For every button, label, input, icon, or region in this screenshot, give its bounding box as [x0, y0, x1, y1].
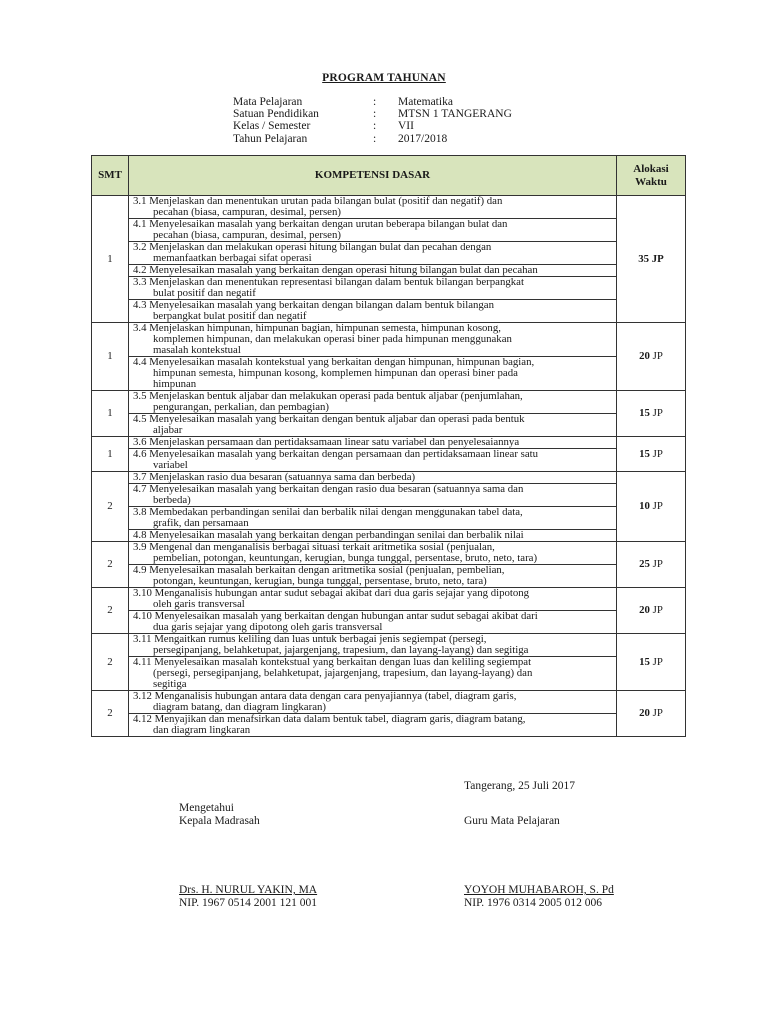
time-allocation-number: 25 — [639, 558, 650, 570]
competency-line: himpunan semesta, himpunan kosong, komplemen himpunan dan operasi biner pada — [153, 368, 518, 379]
time-allocation-unit: JP — [652, 407, 663, 419]
document-info — [233, 96, 598, 145]
time-allocation-number: 15 — [639, 447, 650, 460]
competency-item — [129, 242, 616, 265]
semester-cell: 2 — [92, 472, 129, 542]
competency-line: variabel — [153, 460, 188, 471]
time-allocation-number: 20 — [639, 707, 650, 719]
time-allocation-unit: JP — [652, 655, 663, 668]
header-kompetensi-dasar: KOMPETENSI DASAR — [129, 156, 617, 196]
competency-line: (persegi, persegipanjang, belahketupat, jajargenjang, trapesium, dan layang-layang) dan — [153, 668, 533, 679]
time-allocation-number: 20 — [639, 350, 650, 362]
competency-item — [129, 449, 616, 471]
competency-item — [129, 714, 616, 736]
principal-nip: NIP. 1967 0514 2001 121 001 — [179, 896, 318, 909]
competency-line: 4.3 Menyelesaikan masalah yang berkaitan dengan bilangan dalam bentuk bilangan — [133, 300, 494, 311]
competency-item — [129, 634, 616, 657]
table-row — [92, 691, 686, 737]
competency-line: 4.10 Menyelesaikan masalah yang berkaitan dengan hubungan antar sudut sebagai akibat dari — [133, 611, 538, 622]
competency-cell — [129, 323, 617, 391]
competency-item — [129, 300, 616, 322]
time-allocation-unit: JP — [652, 447, 663, 460]
time-allocation-cell — [617, 691, 686, 737]
competency-item — [129, 565, 616, 587]
competency-line: aljabar — [153, 425, 183, 436]
competency-item — [129, 691, 616, 714]
competency-item — [129, 414, 616, 436]
info-row — [233, 108, 598, 120]
table-row — [92, 588, 686, 634]
table-row — [92, 437, 686, 472]
semester-cell: 2 — [92, 588, 129, 634]
semester-cell: 1 — [92, 391, 129, 437]
header-alokasi-waktu: Alokasi Waktu — [617, 156, 686, 196]
competency-item — [129, 196, 616, 219]
competency-item — [129, 484, 616, 507]
competency-line: memanfaatkan berbagai sifat operasi — [153, 253, 312, 264]
time-allocation-number: 10 — [639, 500, 650, 512]
header-smt: SMT — [92, 156, 129, 196]
competency-line: 3.2 Menjelaskan dan melakukan operasi hitung bilangan bulat dan pecahan dengan — [133, 242, 492, 253]
table-row — [92, 323, 686, 391]
competency-cell — [129, 437, 617, 472]
page-title: PROGRAM TAHUNAN — [322, 72, 446, 84]
competency-line: 4.2 Menyelesaikan masalah yang berkaitan dengan operasi hitung bilangan bulat dan pecahan — [133, 265, 538, 276]
competency-line: 4.7 Menyelesaikan masalah yang berkaitan dengan rasio dua besaran (satuannya sama dan — [133, 484, 524, 495]
time-allocation-cell — [617, 588, 686, 634]
competency-line: 3.3 Menjelaskan dan menentukan representasi bilangan dalam bentuk bilangan berpangkat — [133, 277, 524, 288]
signature-date: Tangerang, 25 Juli 2017 — [464, 780, 575, 792]
time-allocation-unit: JP — [651, 252, 664, 265]
competency-item — [129, 472, 616, 484]
competency-line: 4.4 Menyelesaikan masalah kontekstual yang berkaitan dengan himpunan, himpunan bagian, — [133, 357, 535, 368]
info-separator: : — [373, 108, 377, 121]
competency-item — [129, 437, 616, 449]
info-label: Kelas / Semester — [233, 120, 311, 133]
competency-item — [129, 611, 616, 633]
competency-item — [129, 657, 616, 690]
table-header-row — [92, 156, 686, 196]
semester-cell: 2 — [92, 542, 129, 588]
time-allocation-cell — [617, 472, 686, 542]
competency-line: 3.5 Menjelaskan bentuk aljabar dan melakukan operasi pada bentuk aljabar (penjumlahan, — [133, 391, 523, 402]
competency-line: diagram batang, dan diagram lingkaran) — [153, 702, 326, 713]
competency-line: 3.10 Menganalisis hubungan antar sudut sebagai akibat dari dua garis sejajar yang dipotong — [133, 588, 530, 599]
time-allocation-number: 35 — [638, 252, 650, 265]
teacher-name: YOYOH MUHABAROH, S. Pd — [464, 884, 614, 896]
competency-line: pengurangan, perkalian, dan pembagian) — [153, 402, 329, 413]
info-label: Satuan Pendidikan — [233, 108, 319, 121]
competency-line: 3.11 Mengaitkan rumus keliling dan luas untuk berbagai jenis segiempat (persegi, — [133, 634, 487, 645]
competency-cell — [129, 196, 617, 323]
info-separator: : — [373, 96, 377, 108]
info-row — [233, 96, 598, 108]
competency-line: 4.1 Menyelesaikan masalah yang berkaitan dengan urutan beberapa bilangan bulat dan — [133, 219, 508, 230]
competency-line: 3.9 Mengenal dan menganalisis berbagai situasi terkait aritmetika sosial (penjualan, — [133, 542, 495, 553]
competency-line: 3.6 Menjelaskan persamaan dan pertidaksamaan linear satu variabel dan penyelesaiannya — [133, 437, 520, 448]
time-allocation-unit: JP — [652, 350, 663, 362]
competency-item — [129, 357, 616, 390]
time-allocation-number: 15 — [639, 655, 650, 668]
info-separator: : — [373, 132, 377, 145]
competency-item — [129, 507, 616, 530]
competency-line: 3.8 Membedakan perbandingan senilai dan berbalik nilai dengan menggunakan tabel data, — [133, 507, 523, 518]
competency-line: berpangkat bulat positif dan negatif — [153, 311, 307, 322]
table-row — [92, 634, 686, 691]
info-separator: : — [373, 120, 377, 133]
semester-cell: 2 — [92, 691, 129, 737]
principal-signature — [179, 884, 317, 909]
competency-cell — [129, 391, 617, 437]
competency-cell — [129, 588, 617, 634]
time-allocation-cell — [617, 391, 686, 437]
competency-line: komplemen himpunan, dan melakukan operasi biner pada himpunan menggunakan — [153, 334, 512, 345]
info-value: 2017/2018 — [398, 132, 448, 145]
competency-line: masalah kontekstual — [153, 345, 241, 356]
table-row — [92, 196, 686, 323]
competency-item — [129, 530, 616, 541]
time-allocation-cell — [617, 196, 686, 323]
competency-cell — [129, 634, 617, 691]
competency-line: 4.5 Menyelesaikan masalah yang berkaitan dengan bentuk aljabar dan operasi pada bentuk — [133, 414, 525, 425]
competency-item — [129, 277, 616, 300]
time-allocation-number: 15 — [639, 407, 650, 419]
time-allocation-cell — [617, 437, 686, 472]
competency-line: berbeda) — [153, 495, 191, 506]
table-row — [92, 391, 686, 437]
info-label: Tahun Pelajaran — [233, 132, 308, 145]
principal-role: Kepala Madrasah — [179, 814, 260, 827]
competency-line: grafik, dan persamaan — [153, 518, 249, 529]
competency-line: pembelian, potongan, keuntungan, kerugian, bunga tunggal, persentase, bruto, neto, tara) — [153, 553, 538, 564]
time-allocation-cell — [617, 542, 686, 588]
competency-line: 3.7 Menjelaskan rasio dua besaran (satuannya sama dan berbeda) — [133, 472, 416, 483]
competency-line: 4.6 Menyelesaikan masalah yang berkaitan dengan persamaan dan pertidaksamaan linear satu — [133, 449, 539, 460]
competency-line: 4.12 Menyajikan dan menafsirkan data dalam bentuk tabel, diagram garis, diagram batang, — [133, 714, 526, 725]
info-row — [233, 120, 598, 132]
competency-line: segitiga — [153, 679, 187, 690]
table-row — [92, 472, 686, 542]
time-allocation-cell — [617, 634, 686, 691]
semester-cell: 1 — [92, 437, 129, 472]
time-allocation-number: 20 — [639, 604, 650, 616]
competency-item — [129, 323, 616, 357]
competency-item — [129, 391, 616, 414]
competency-line: 4.11 Menyelesaikan masalah kontekstual yang berkaitan dengan luas dan keliling segiempat — [133, 657, 532, 668]
info-label: Mata Pelajaran — [233, 96, 303, 108]
time-allocation-cell — [617, 323, 686, 391]
competency-line: 4.8 Menyelesaikan masalah yang berkaitan dengan perbandingan senilai dan berbalik nilai — [133, 530, 524, 541]
competency-line: 3.12 Menganalisis hubungan antara data dengan cara penyajiannya (tabel, diagram garis, — [133, 691, 517, 702]
competency-line: dan diagram lingkaran — [153, 725, 251, 736]
signature-left-block — [179, 802, 260, 827]
info-value: VII — [398, 120, 414, 133]
competency-cell — [129, 691, 617, 737]
time-allocation-unit: JP — [652, 707, 663, 719]
competency-line: 4.9 Menyelesaikan masalah berkaitan dengan aritmetika sosial (penjualan, pembelian, — [133, 565, 505, 576]
competency-line: pecahan (biasa, campuran, desimal, persen) — [153, 230, 341, 241]
info-value: Matematika — [398, 96, 453, 108]
teacher-signature — [464, 884, 614, 909]
teacher-nip: NIP. 1976 0314 2005 012 006 — [464, 896, 603, 909]
competency-line: oleh garis transversal — [153, 599, 245, 610]
competency-line: pecahan (biasa, campuran, desimal, persen) — [153, 207, 341, 218]
competency-cell — [129, 542, 617, 588]
competency-line: persegipanjang, belahketupat, jajargenjang, trapesium, dan layang-layang) dan segitiga — [153, 645, 529, 656]
teacher-role: Guru Mata Pelajaran — [464, 815, 560, 827]
competency-line: himpunan — [153, 379, 197, 390]
competency-item — [129, 219, 616, 242]
info-value: MTSN 1 TANGERANG — [398, 108, 512, 121]
semester-cell: 1 — [92, 323, 129, 391]
semester-cell: 2 — [92, 634, 129, 691]
acknowledged-label: Mengetahui — [179, 802, 234, 814]
competency-line: bulat positif dan negatif — [153, 288, 256, 299]
info-row — [233, 133, 598, 145]
competency-item — [129, 265, 616, 277]
semester-cell: 1 — [92, 196, 129, 323]
competency-item — [129, 588, 616, 611]
competency-line: dua garis sejajar yang dipotong oleh garis transversal — [153, 622, 383, 633]
time-allocation-unit: JP — [652, 558, 663, 570]
competency-line: 3.1 Menjelaskan dan menentukan urutan pada bilangan bulat (positif dan negatif) dan — [133, 196, 503, 207]
principal-name: Drs. H. NURUL YAKIN, MA — [179, 884, 318, 896]
time-allocation-unit: JP — [652, 500, 663, 512]
competency-item — [129, 542, 616, 565]
competency-line: 3.4 Menjelaskan himpunan, himpunan bagian, himpunan semesta, himpunan kosong, — [133, 323, 501, 334]
program-table — [91, 155, 686, 737]
table-row — [92, 542, 686, 588]
time-allocation-unit: JP — [652, 604, 663, 616]
competency-line: potongan, keuntungan, kerugian, bunga tunggal, persentase, bruto, neto, tara) — [153, 576, 487, 587]
competency-cell — [129, 472, 617, 542]
